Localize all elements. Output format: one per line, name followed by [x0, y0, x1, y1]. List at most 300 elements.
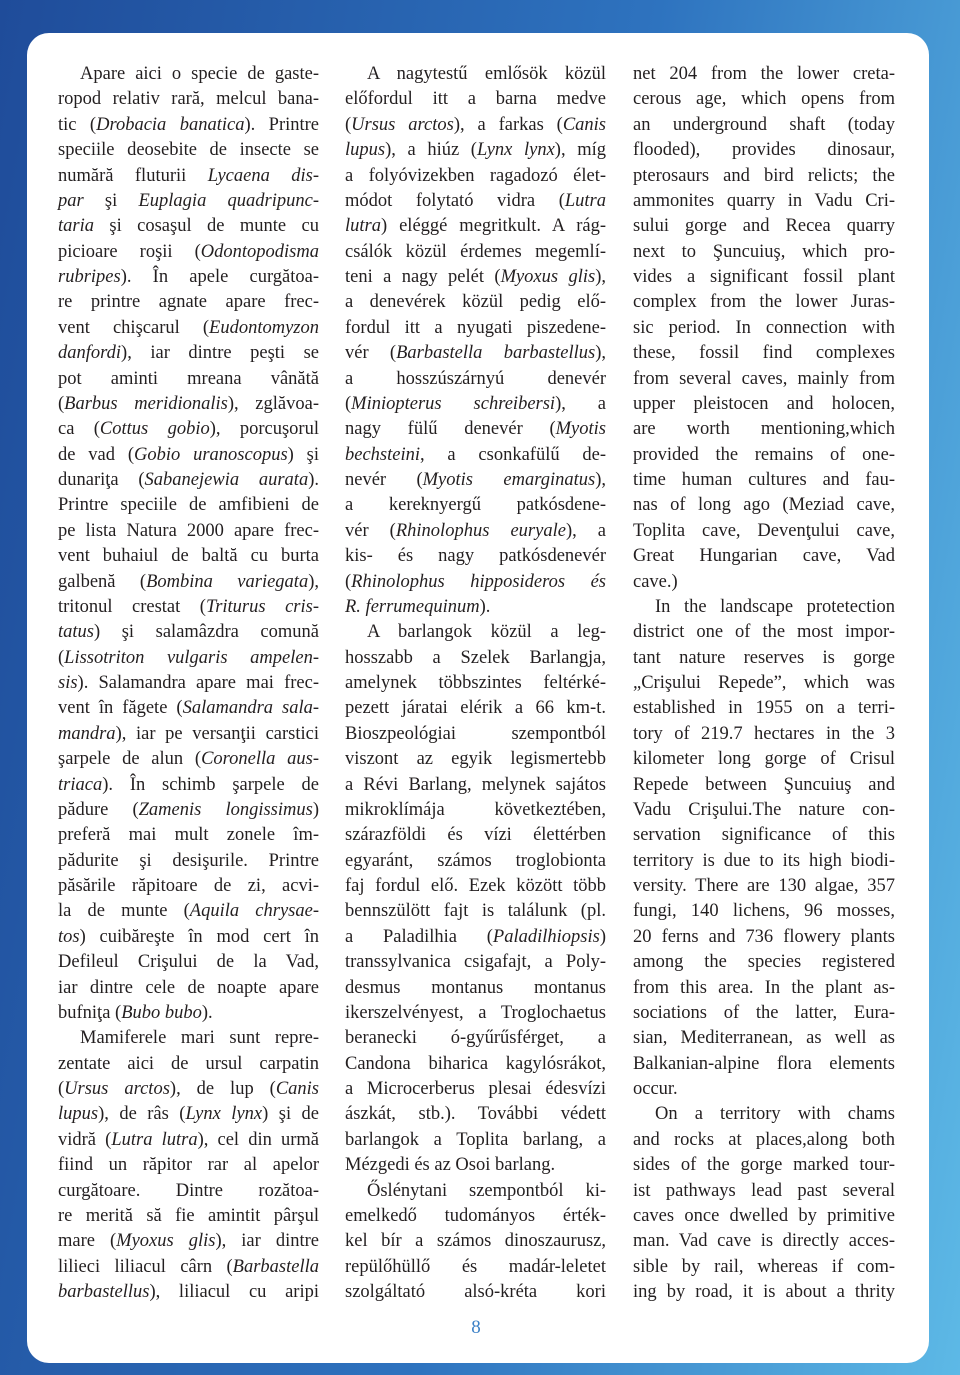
text-line [345, 1280, 606, 1305]
text-run: sului gorge and Recea quarry [633, 216, 895, 237]
text-run: nas of long ago (Meziad cave, [633, 495, 895, 516]
text-line [345, 671, 606, 696]
text-run: Printre speciile de amfibieni de [58, 495, 319, 516]
text-line [345, 62, 606, 87]
text-run: Balkanian-alpine flora elements [633, 1053, 895, 1074]
italic-text: Sabanejewia aurata [144, 470, 309, 490]
text-line [345, 620, 606, 645]
text-run: dunariţa ( [58, 470, 145, 490]
italic-text: Canis [275, 1079, 319, 1099]
text-line [58, 493, 319, 518]
text-line [633, 1255, 895, 1280]
text-run: versity. There are 130 algae, 357 [633, 876, 895, 896]
column-english [633, 62, 895, 1305]
text-run: sian, Mediterranean, as well as [633, 1028, 895, 1049]
italic-text: Lynx lynx [185, 1104, 263, 1125]
text-line [345, 265, 606, 290]
italic-text: Bombina variegata [146, 571, 309, 592]
text-run: galbenă ( [58, 571, 147, 592]
text-run: a kereknyergű patkósdene- [345, 495, 606, 516]
italic-text: Bubo bubo [121, 1002, 202, 1023]
text-run: numără fluturii [58, 165, 208, 186]
text-run: sociations of the latter, Eura- [633, 1002, 895, 1023]
text-run: ). [479, 596, 491, 617]
text-run: repülőhüllő és madár-leletet [345, 1256, 606, 1277]
text-run: district one of the most impor- [633, 622, 895, 643]
text-run: vent în făgete ( [58, 698, 183, 719]
text-line [633, 265, 895, 290]
italic-text: rubripes [58, 267, 121, 287]
text-line [345, 392, 606, 417]
text-run: and rocks at places,along both [633, 1129, 895, 1150]
italic-text: Triturus cris- [205, 596, 320, 617]
paragraph [345, 62, 606, 620]
text-run: bennszülött fajt is találunk (pl. [345, 901, 606, 922]
italic-text: Canis [562, 114, 606, 135]
text-run: ), a hiúz ( [385, 140, 477, 161]
text-run: beranecki ó-gyűrűsférget, a [345, 1028, 606, 1049]
text-line [633, 138, 895, 163]
text-line [345, 417, 606, 442]
text-line [58, 950, 319, 975]
text-line [345, 519, 606, 544]
text-line [345, 773, 606, 798]
text-run: Toplita cave, Devenţului cave, [633, 520, 895, 541]
text-line [633, 798, 895, 823]
text-line [58, 1204, 319, 1229]
text-run: Candona biharica kagylósrákot, [345, 1053, 606, 1074]
text-line [633, 747, 895, 772]
text-line [633, 874, 895, 899]
text-run: vides a significant fossil plant [633, 267, 895, 287]
italic-text: Lissotriton vulgaris ampelen- [64, 647, 319, 668]
text-line [345, 899, 606, 924]
text-line [633, 646, 895, 671]
text-line [345, 570, 606, 595]
italic-text: Myotis [555, 419, 606, 440]
text-run: ammonites quarry in Vadu Cri- [633, 190, 895, 211]
text-line [58, 417, 319, 442]
text-line [58, 646, 319, 671]
text-line [58, 214, 319, 239]
text-run: ), [595, 470, 606, 490]
text-line [58, 1102, 319, 1127]
text-run: szárazföldi és vízi élettérben [345, 825, 606, 846]
text-run: Bioszpeológiai szempontból [345, 723, 606, 744]
text-line [633, 899, 895, 924]
text-line [633, 722, 895, 747]
italic-text: Lynx lynx [476, 140, 555, 161]
text-run: from this area. In the plant as- [633, 977, 895, 998]
text-line [345, 823, 606, 848]
text-run: ( [58, 393, 65, 414]
text-line [58, 1179, 319, 1204]
paragraph [633, 62, 895, 595]
text-run: ), [595, 343, 606, 364]
text-line [633, 570, 895, 595]
text-line [633, 417, 895, 442]
text-run: ist pathways lead past several [633, 1180, 895, 1201]
text-line [345, 240, 606, 265]
text-run: ), a [565, 520, 606, 541]
text-run: „Crişului Repede”, which was [633, 673, 895, 693]
text-run: Great Hungarian cave, Vad [633, 546, 895, 567]
italic-text: Rhinolophus hipposideros és [351, 571, 606, 592]
italic-text: Aquila chrysae- [189, 901, 319, 922]
text-run: kilometer long gorge of Crisul [633, 749, 895, 770]
text-line [345, 1179, 606, 1204]
text-line [633, 1153, 895, 1178]
italic-text: mandra [58, 723, 116, 744]
text-run: egyaránt, számos troglobionta [345, 850, 606, 871]
italic-text: Barbastella [232, 1256, 319, 1277]
text-line [58, 316, 319, 341]
text-line [345, 849, 606, 874]
text-line [58, 1128, 319, 1153]
text-run: hosszabb a Szelek Barlangja, [345, 647, 606, 668]
text-run: barlangok a Toplita barlang, a [345, 1129, 606, 1150]
text-run: pterosaurs and bird relicts; the [633, 165, 895, 186]
italic-text: Salamandra sala- [182, 698, 320, 719]
text-line [58, 925, 319, 950]
text-run: ) şi de [262, 1104, 319, 1125]
text-line [58, 265, 319, 290]
text-run: an underground shaft (today [633, 114, 895, 135]
text-line [345, 87, 606, 112]
italic-text: tatus [58, 622, 94, 643]
text-line [345, 113, 606, 138]
italic-text: Barbastella barbastellus [396, 343, 596, 364]
text-line [58, 392, 319, 417]
text-run: iar dintre cele de noapte apare [58, 977, 319, 998]
text-run: next to Şuncuiuş, which pro- [633, 241, 895, 262]
italic-text: Gobio uranoscopus [134, 444, 288, 465]
text-run: de vad ( [58, 444, 135, 465]
text-line [633, 1280, 895, 1305]
text-line [58, 290, 319, 315]
text-run: ). [308, 470, 319, 490]
text-line [633, 113, 895, 138]
text-run: ), zglăvoa- [227, 393, 319, 414]
italic-text: danfordi [58, 343, 122, 364]
text-line [345, 493, 606, 518]
text-line [633, 290, 895, 315]
text-line [345, 1229, 606, 1254]
text-line [633, 240, 895, 265]
text-line [58, 976, 319, 1001]
text-run: ) [312, 799, 319, 820]
text-run: upper pleistocen and holocen, [633, 393, 895, 414]
text-run: vent buhaiul de baltă cu burta [58, 546, 319, 567]
text-run: Őslénytani szempontból ki- [367, 1180, 606, 1201]
italic-text: Euplagia quadripunc- [138, 190, 319, 211]
text-run: pădurite şi desişurile. Printre [58, 850, 319, 871]
text-run: ), liliacul cu aripi [149, 1282, 319, 1302]
text-run: kel bír a számos dinoszaurusz, [345, 1231, 606, 1252]
text-run: mare ( [58, 1231, 117, 1252]
text-run: man. Vad cave is directly acces- [633, 1231, 895, 1252]
text-run: occur. [633, 1079, 678, 1099]
text-line [58, 240, 319, 265]
text-run: sic period. In connection with [633, 317, 895, 338]
text-run: a Paladilhia ( [345, 926, 493, 947]
italic-text: Lycaena dis- [207, 165, 319, 186]
text-run: szolgáltató alsó-kréta kori [345, 1282, 606, 1302]
text-run: Repede between Şuncuiuş and [633, 774, 895, 795]
text-run: Apare aici o specie de gaste- [80, 64, 319, 84]
text-run: curgătoare. Dintre rozătoa- [58, 1180, 319, 1201]
text-line [633, 1026, 895, 1051]
text-line [58, 62, 319, 87]
text-line [345, 722, 606, 747]
text-line [633, 925, 895, 950]
text-run: A barlangok közül a leg- [367, 622, 606, 643]
text-line [58, 189, 319, 214]
text-line [58, 1229, 319, 1254]
text-run: ). În schimb şarpele de [102, 774, 319, 795]
text-run: ), míg [554, 140, 606, 161]
text-line [58, 570, 319, 595]
text-run: ), iar dintre [215, 1231, 319, 1252]
text-run: ( [345, 571, 352, 592]
text-line [345, 696, 606, 721]
column-hungarian [345, 62, 606, 1305]
text-run: pezett járatai elérik a 66 km-t. [345, 698, 606, 719]
text-line [58, 773, 319, 798]
text-line [345, 595, 606, 620]
text-run: ). Salamandra apare mai frec- [77, 673, 319, 693]
text-line [58, 519, 319, 544]
text-run: pădure ( [58, 799, 139, 820]
text-run: these, fossil find complexes [633, 343, 895, 364]
text-line [633, 1179, 895, 1204]
text-line [58, 468, 319, 493]
text-line [345, 443, 606, 468]
text-run: complex from the lower Juras- [633, 292, 895, 313]
text-run: ), porcuşorul [209, 419, 319, 440]
text-line [633, 392, 895, 417]
text-run: ( [345, 114, 352, 135]
text-line [58, 113, 319, 138]
text-line [345, 874, 606, 899]
text-line [345, 747, 606, 772]
text-run: păsările răpitoare de zi, acvi- [58, 876, 319, 896]
text-run: tritonul crestat ( [58, 596, 206, 617]
text-run: ) şi [287, 444, 320, 465]
text-line [345, 544, 606, 569]
paragraph [633, 1102, 895, 1305]
text-run: vér ( [345, 520, 396, 541]
text-line [633, 316, 895, 341]
text-line [58, 696, 319, 721]
text-line [633, 849, 895, 874]
text-run: a denevérek közül pedig elő- [345, 292, 606, 313]
text-line [345, 316, 606, 341]
text-run: ing by road, it is about a thrity [633, 1282, 895, 1302]
text-line [345, 468, 606, 493]
text-run: ), cel din urmă [197, 1129, 319, 1150]
text-run: are worth mentioning,which [633, 419, 895, 440]
text-run: cerous age, which opens from [633, 89, 895, 110]
text-line [633, 976, 895, 1001]
text-line [58, 722, 319, 747]
italic-text: sis [58, 673, 78, 693]
text-run: Mézgedi és az Osoi barlang. [345, 1155, 556, 1176]
italic-text: Cottus gobio [99, 419, 210, 440]
italic-text: Lutra lutra [111, 1129, 198, 1150]
text-line [345, 925, 606, 950]
text-run: viszont az egyik legismertebb [345, 749, 606, 770]
text-line [633, 1229, 895, 1254]
text-line [58, 1280, 319, 1305]
text-line [345, 1255, 606, 1280]
text-run: ( [58, 1079, 65, 1099]
text-run: Mamiferele mari sunt repre- [80, 1028, 319, 1049]
text-run: provided the remains of one- [633, 444, 895, 465]
italic-text: Rhinolophus euryale [395, 520, 566, 541]
text-run: bufniţa ( [58, 1002, 122, 1023]
text-line [633, 1128, 895, 1153]
text-run: amelynek többszintes feltérké- [345, 673, 606, 693]
text-line [633, 773, 895, 798]
text-run: cave.) [633, 571, 678, 592]
text-run: ), a [555, 393, 607, 414]
text-run: előfordul itt a barna medve [345, 89, 606, 110]
italic-text: Drobacia banatica [96, 114, 245, 135]
italic-text: Barbus meridionalis [64, 393, 228, 414]
paragraph [345, 620, 606, 1178]
italic-text: Lutra [564, 190, 606, 211]
text-run: Defileul Crişului de la Vad, [58, 952, 319, 973]
text-line [58, 1077, 319, 1102]
text-line [58, 544, 319, 569]
italic-text: R. ferrumequinum [345, 596, 480, 617]
text-line [633, 468, 895, 493]
text-run: speciile deosebite de insecte se [58, 140, 319, 161]
italic-text: lupus [345, 140, 386, 161]
text-run: ( [58, 647, 65, 668]
text-line [345, 341, 606, 366]
text-run: tant nature reserves is gorge [633, 647, 895, 668]
text-run: pot aminti mreana vânătă [58, 368, 319, 389]
text-run: ) şi salamâzdra comună [93, 622, 319, 643]
text-line [58, 1001, 319, 1026]
text-run: In the landscape protetection [655, 596, 895, 617]
text-run: ), de râs ( [98, 1104, 186, 1125]
text-line [58, 671, 319, 696]
text-line [58, 1026, 319, 1051]
text-line [633, 493, 895, 518]
text-run: fungi, 140 lichens, 96 mosses, [633, 901, 895, 922]
italic-text: Myoxus glis [116, 1231, 216, 1252]
text-run: tory of 219.7 hectares in the 3 [633, 723, 895, 744]
italic-text: Zamenis longissimus [138, 799, 313, 820]
text-run: re printre agnate apare frec- [58, 292, 319, 313]
text-run: zentate aici de ursul carpatin [58, 1053, 319, 1074]
text-line [633, 164, 895, 189]
text-run: kis- és nagy patkósdenevér [345, 546, 606, 567]
text-run: picioare roşii ( [58, 241, 201, 262]
text-run: nevér ( [345, 470, 423, 490]
text-run: vér ( [345, 343, 397, 364]
text-run: módot folytató vidra ( [345, 190, 565, 211]
italic-text: bechsteini [345, 444, 421, 465]
text-line [633, 62, 895, 87]
text-line [58, 367, 319, 392]
text-run: şi cosaşul de munte cu [93, 216, 319, 237]
text-line [58, 849, 319, 874]
text-line [58, 899, 319, 924]
text-run: sible by rail, whereas if com- [633, 1256, 895, 1277]
text-run: vidră ( [58, 1129, 112, 1150]
text-run: ), [595, 267, 607, 287]
italic-text: Myoxus glis [500, 267, 596, 287]
paragraph [58, 62, 319, 1026]
text-line [345, 1026, 606, 1051]
text-run: ). Printre [244, 114, 320, 135]
text-line [345, 214, 606, 239]
text-run: time human cultures and fau- [633, 470, 895, 490]
text-run: , a csonkafülű de- [420, 444, 606, 465]
text-run: ) eléggé megritkult. A rág- [380, 216, 606, 237]
italic-text: taria [58, 216, 94, 237]
text-run: fordul itt a nyugati piszedene- [345, 317, 606, 338]
text-line [58, 1255, 319, 1280]
text-line [58, 164, 319, 189]
text-run: net 204 from the lower creta- [633, 64, 895, 84]
text-run: ropod relativ rară, melcul bana- [58, 89, 319, 110]
paragraph [633, 595, 895, 1103]
text-run: from several caves, mainly from [633, 368, 895, 389]
text-line [345, 1128, 606, 1153]
text-line [633, 671, 895, 696]
text-run: re merită să fie amintit pârşul [58, 1205, 319, 1226]
text-run: fiind un răpitor rar al apelor [58, 1155, 319, 1176]
text-line [633, 1204, 895, 1229]
italic-text: Ursus arctos [64, 1079, 170, 1099]
text-run: flooded), provides dinosaur, [633, 140, 895, 161]
text-run: teni a nagy pelét ( [345, 267, 501, 287]
text-line [345, 1153, 606, 1178]
italic-text: triaca [58, 774, 103, 795]
text-line [633, 341, 895, 366]
text-line [58, 87, 319, 112]
text-line [58, 138, 319, 163]
text-line [633, 367, 895, 392]
text-run: a Microcerberus plesai édesvízi [345, 1079, 606, 1099]
content-card [27, 33, 929, 1363]
text-line [633, 950, 895, 975]
italic-text: lupus [58, 1104, 99, 1125]
italic-text: Eudontomyzon [209, 317, 319, 338]
text-line [633, 189, 895, 214]
text-line [345, 1102, 606, 1127]
text-line [633, 620, 895, 645]
text-line [345, 1204, 606, 1229]
italic-text: Ursus arctos [351, 114, 454, 135]
italic-text: Coronella aus- [201, 749, 319, 770]
text-line [345, 1052, 606, 1077]
text-run: A nagytestű emlősök közül [367, 64, 606, 84]
text-line [345, 1077, 606, 1102]
text-line [633, 1077, 895, 1102]
paragraph [345, 1179, 606, 1306]
text-line [345, 138, 606, 163]
paragraph [58, 1026, 319, 1305]
text-run: ). [201, 1002, 213, 1023]
text-line [58, 620, 319, 645]
text-run: mikroklímája következtében, [345, 799, 606, 820]
